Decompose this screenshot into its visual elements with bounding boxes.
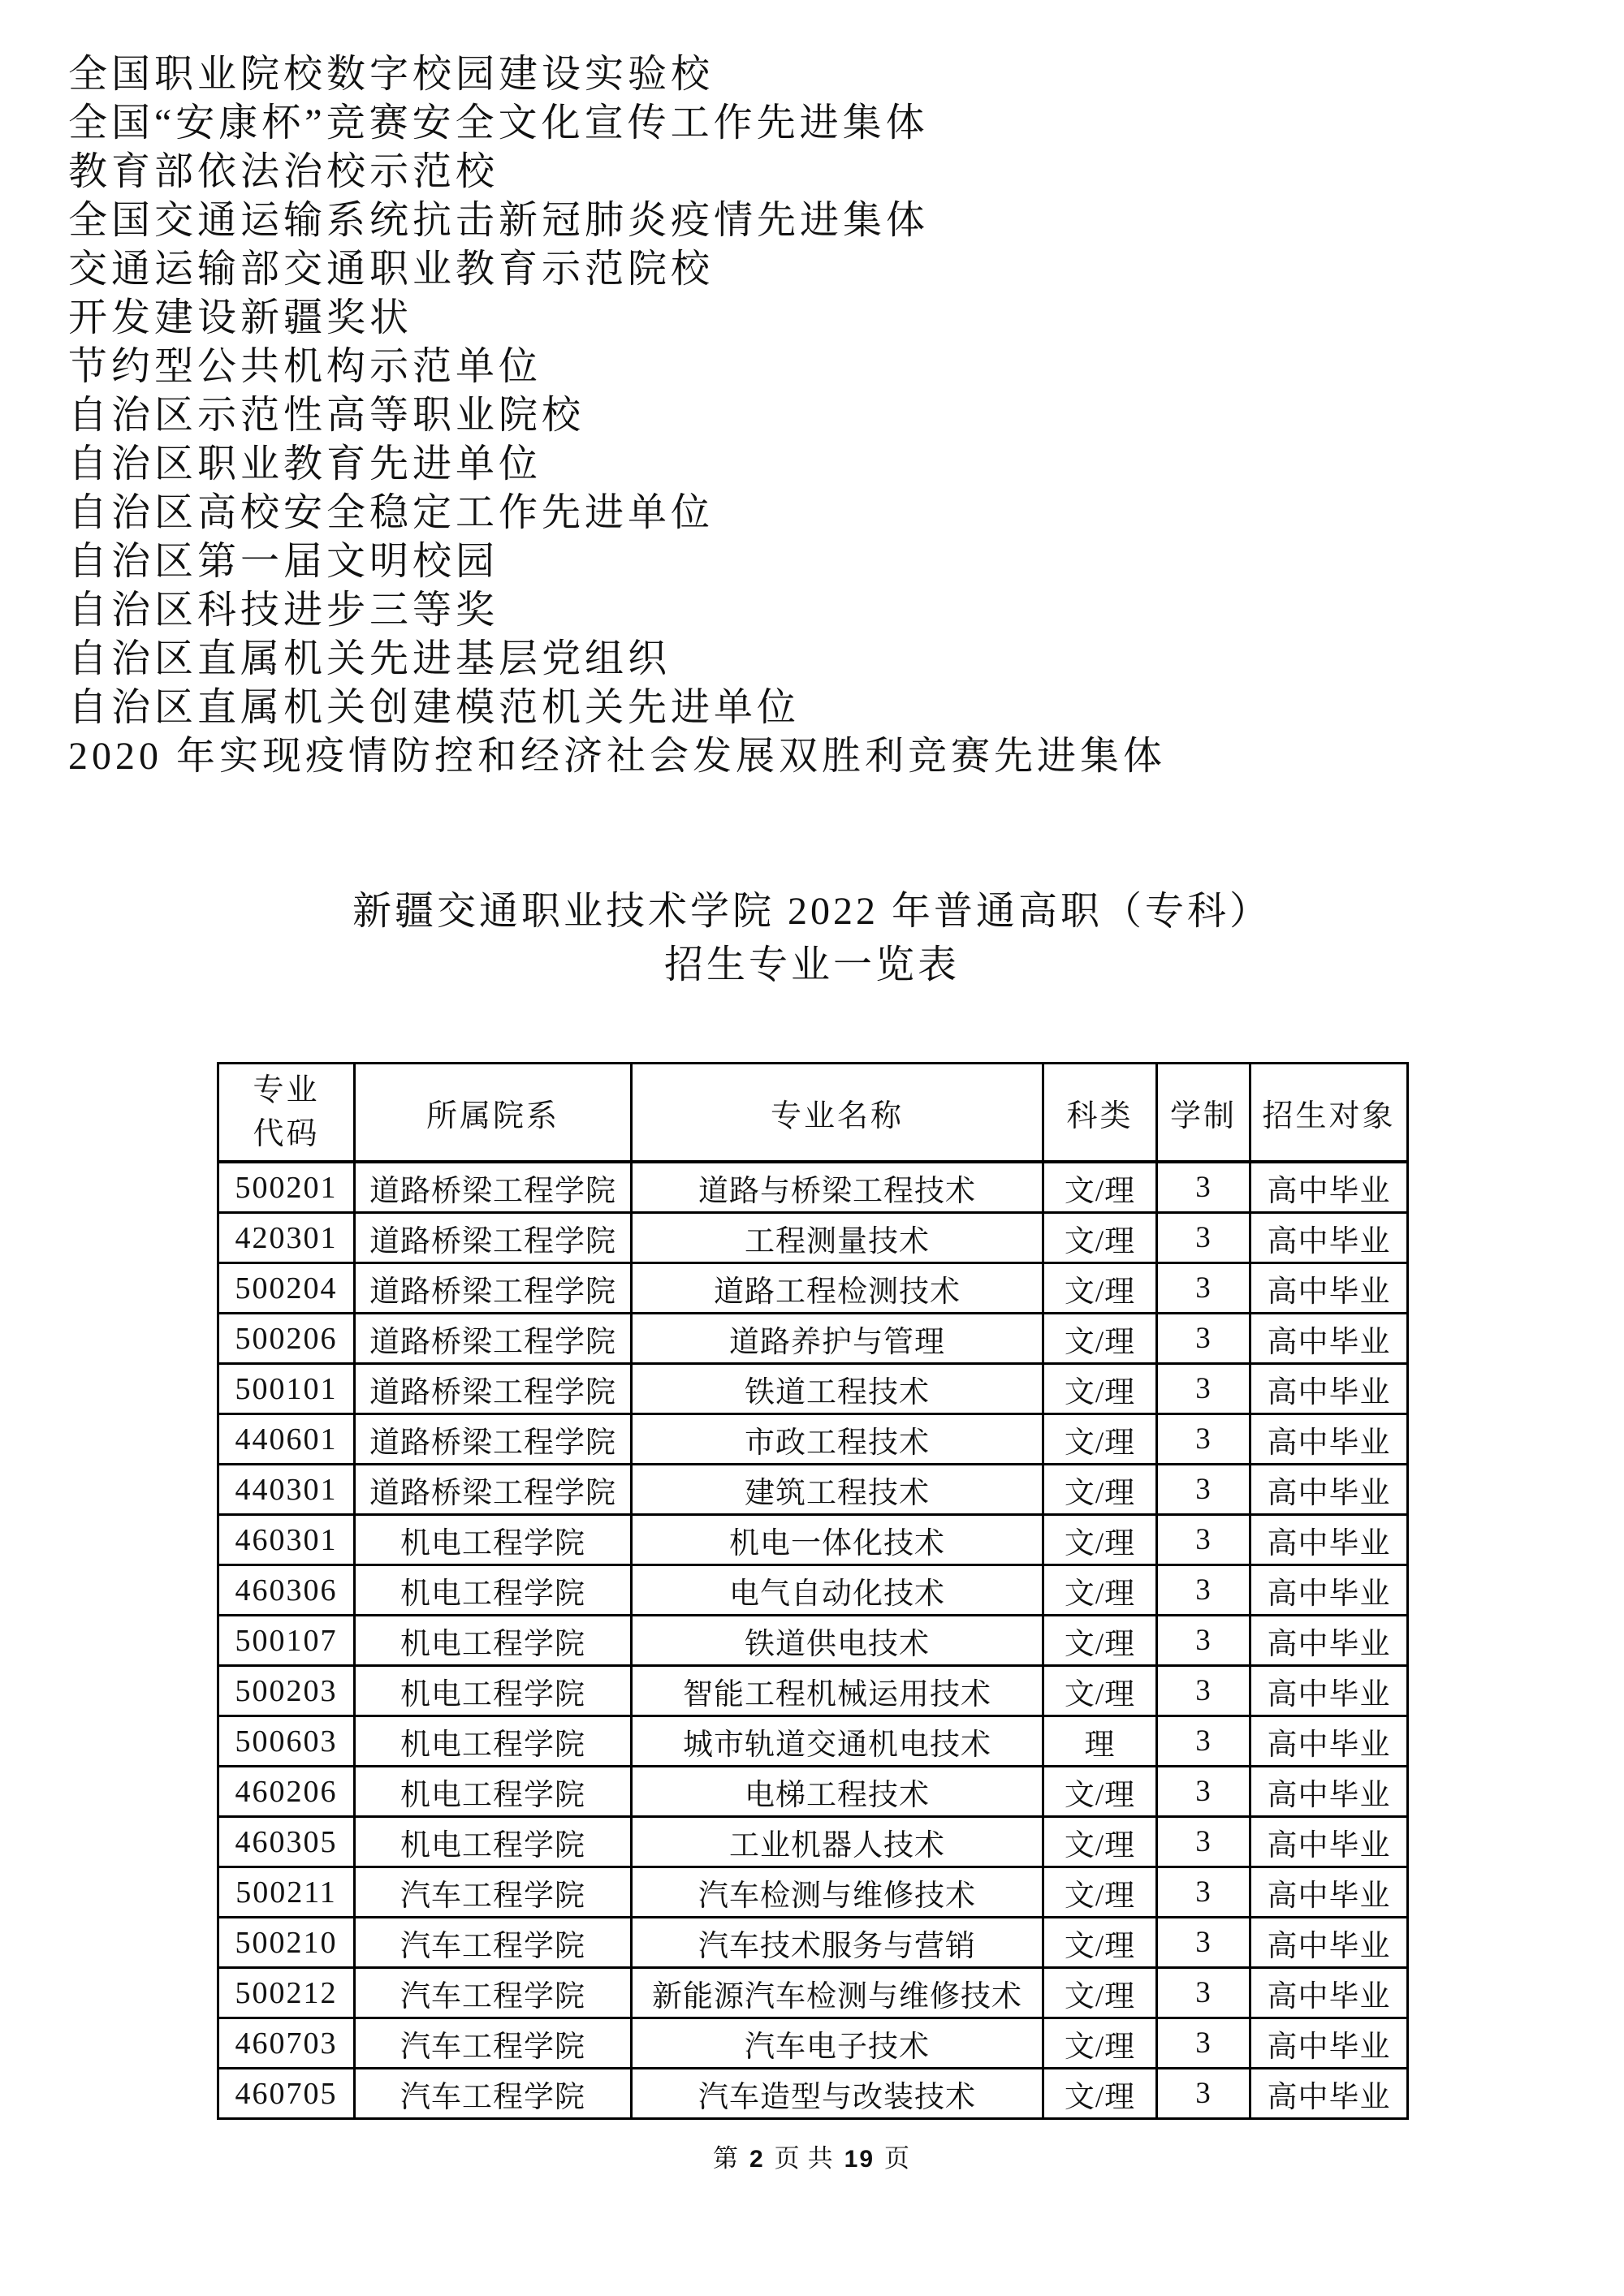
cell-target: 高中毕业	[1250, 1213, 1408, 1263]
page-title-line2: 招生专业一览表	[663, 943, 960, 986]
cell-duration: 3	[1157, 1465, 1250, 1515]
cell-department: 汽车工程学院	[355, 1968, 632, 2018]
table-row	[218, 1314, 1408, 1364]
honor-line: 开发建设新疆奖状	[68, 296, 413, 339]
cell-major: 汽车检测与维修技术	[632, 1867, 1043, 1918]
table-row	[218, 1968, 1408, 2018]
honor-line: 全国“安康杯”竞赛安全文化宣传工作先进集体	[68, 101, 929, 145]
honor-line: 自治区高校安全稳定工作先进单位	[68, 491, 715, 534]
cell-category: 文/理	[1043, 1968, 1157, 2018]
header-department: 所属院系	[355, 1064, 632, 1163]
cell-target: 高中毕业	[1250, 1515, 1408, 1565]
honor-line: 自治区第一届文明校园	[68, 540, 499, 583]
honor-line: 自治区职业教育先进单位	[68, 442, 542, 486]
table-row	[218, 1364, 1408, 1414]
cell-code: 460705	[218, 2069, 355, 2119]
cell-code: 500206	[218, 1314, 355, 1364]
cell-major: 道路工程检测技术	[632, 1263, 1043, 1314]
honor-line: 自治区示范性高等职业院校	[68, 394, 585, 437]
cell-duration: 3	[1157, 1767, 1250, 1817]
cell-category: 文/理	[1043, 1616, 1157, 1666]
cell-major: 道路与桥梁工程技术	[632, 1162, 1043, 1213]
table-row	[218, 1867, 1408, 1918]
cell-major: 铁道工程技术	[632, 1364, 1043, 1414]
honor-line: 自治区直属机关创建模范机关先进单位	[68, 686, 801, 729]
cell-category: 文/理	[1043, 1213, 1157, 1263]
cell-category: 文/理	[1043, 1767, 1157, 1817]
table-row	[218, 1162, 1408, 1213]
cell-department: 道路桥梁工程学院	[355, 1364, 632, 1414]
cell-code: 500101	[218, 1364, 355, 1414]
table-header-row	[218, 1064, 1408, 1163]
cell-department: 汽车工程学院	[355, 1867, 632, 1918]
cell-duration: 3	[1157, 1364, 1250, 1414]
table-row	[218, 1666, 1408, 1716]
cell-major: 汽车造型与改装技术	[632, 2069, 1043, 2119]
cell-department: 道路桥梁工程学院	[355, 1162, 632, 1213]
honor-line: 全国职业院校数字校园建设实验校	[68, 53, 715, 96]
cell-department: 机电工程学院	[355, 1565, 632, 1616]
cell-duration: 3	[1157, 1616, 1250, 1666]
table-row	[218, 2069, 1408, 2119]
cell-duration: 3	[1157, 1414, 1250, 1465]
cell-duration: 3	[1157, 1716, 1250, 1767]
cell-category: 文/理	[1043, 1515, 1157, 1565]
cell-department: 机电工程学院	[355, 1817, 632, 1867]
cell-code: 500210	[218, 1918, 355, 1968]
honors-list	[68, 50, 1166, 781]
cell-category: 文/理	[1043, 1565, 1157, 1616]
cell-department: 道路桥梁工程学院	[355, 1314, 632, 1364]
table-header	[218, 1064, 1408, 1163]
footer-mid1: 页	[774, 2144, 801, 2173]
cell-code: 460301	[218, 1515, 355, 1565]
table-row	[218, 1716, 1408, 1767]
cell-major: 智能工程机械运用技术	[632, 1666, 1043, 1716]
table-row	[218, 1918, 1408, 1968]
cell-target: 高中毕业	[1250, 1414, 1408, 1465]
header-major: 专业名称	[632, 1064, 1043, 1163]
cell-duration: 3	[1157, 1314, 1250, 1364]
header-code-line2: 代码	[253, 1117, 320, 1151]
cell-duration: 3	[1157, 1565, 1250, 1616]
cell-code: 500107	[218, 1616, 355, 1666]
majors-table	[217, 1062, 1409, 2120]
table-row	[218, 1213, 1408, 1263]
cell-target: 高中毕业	[1250, 2018, 1408, 2069]
cell-major: 汽车技术服务与营销	[632, 1918, 1043, 1968]
cell-code: 440601	[218, 1414, 355, 1465]
table-row	[218, 1817, 1408, 1867]
honor-line: 教育部依法治校示范校	[68, 150, 499, 193]
cell-target: 高中毕业	[1250, 1817, 1408, 1867]
cell-target: 高中毕业	[1250, 1364, 1408, 1414]
honor-line: 自治区科技进步三等奖	[68, 589, 499, 632]
cell-code: 500211	[218, 1867, 355, 1918]
header-duration: 学制	[1157, 1064, 1250, 1163]
cell-target: 高中毕业	[1250, 1465, 1408, 1515]
cell-category: 文/理	[1043, 1364, 1157, 1414]
cell-duration: 3	[1157, 1817, 1250, 1867]
cell-major: 工业机器人技术	[632, 1817, 1043, 1867]
header-code	[218, 1064, 355, 1163]
cell-department: 机电工程学院	[355, 1767, 632, 1817]
cell-target: 高中毕业	[1250, 1968, 1408, 2018]
table-row	[218, 2018, 1408, 2069]
cell-target: 高中毕业	[1250, 1263, 1408, 1314]
cell-major: 道路养护与管理	[632, 1314, 1043, 1364]
cell-category: 文/理	[1043, 1414, 1157, 1465]
cell-category: 文/理	[1043, 2018, 1157, 2069]
cell-duration: 3	[1157, 1515, 1250, 1565]
cell-target: 高中毕业	[1250, 1565, 1408, 1616]
footer-page-total: 19	[844, 2146, 875, 2173]
page-title-line1: 新疆交通职业技术学院 2022 年普通高职（专科）	[352, 890, 1272, 933]
honor-line: 交通运输部交通职业教育示范院校	[68, 248, 715, 291]
footer-page-number: 2	[749, 2146, 765, 2173]
cell-target: 高中毕业	[1250, 1716, 1408, 1767]
cell-category: 文/理	[1043, 1817, 1157, 1867]
cell-category: 文/理	[1043, 1918, 1157, 1968]
cell-category: 文/理	[1043, 1263, 1157, 1314]
table-body	[218, 1162, 1408, 2119]
cell-major: 建筑工程技术	[632, 1465, 1043, 1515]
cell-major: 新能源汽车检测与维修技术	[632, 1968, 1043, 2018]
honor-line: 2020 年实现疫情防控和经济社会发展双胜利竞赛先进集体	[68, 735, 1167, 778]
cell-code: 500603	[218, 1716, 355, 1767]
page-title	[0, 885, 1624, 992]
cell-duration: 3	[1157, 1867, 1250, 1918]
cell-duration: 3	[1157, 1666, 1250, 1716]
cell-duration: 3	[1157, 1263, 1250, 1314]
cell-category: 文/理	[1043, 1666, 1157, 1716]
table-row	[218, 1616, 1408, 1666]
table-row	[218, 1414, 1408, 1465]
cell-category: 文/理	[1043, 1162, 1157, 1213]
cell-category: 文/理	[1043, 2069, 1157, 2119]
table-row	[218, 1767, 1408, 1817]
table-row	[218, 1515, 1408, 1565]
cell-target: 高中毕业	[1250, 1314, 1408, 1364]
cell-major: 城市轨道交通机电技术	[632, 1716, 1043, 1767]
cell-target: 高中毕业	[1250, 1162, 1408, 1213]
cell-code: 500201	[218, 1162, 355, 1213]
header-category: 科类	[1043, 1064, 1157, 1163]
cell-code: 460703	[218, 2018, 355, 2069]
cell-code: 500203	[218, 1666, 355, 1716]
cell-major: 工程测量技术	[632, 1213, 1043, 1263]
cell-duration: 3	[1157, 1213, 1250, 1263]
cell-target: 高中毕业	[1250, 1767, 1408, 1817]
cell-target: 高中毕业	[1250, 1666, 1408, 1716]
cell-category: 文/理	[1043, 1314, 1157, 1364]
page-footer	[0, 2138, 1624, 2174]
cell-major: 电梯工程技术	[632, 1767, 1043, 1817]
cell-duration: 3	[1157, 2018, 1250, 2069]
cell-code: 500212	[218, 1968, 355, 2018]
footer-prefix: 第	[712, 2144, 740, 2173]
honor-line: 节约型公共机构示范单位	[68, 345, 542, 388]
cell-department: 汽车工程学院	[355, 2069, 632, 2119]
cell-code: 500204	[218, 1263, 355, 1314]
cell-code: 460206	[218, 1767, 355, 1817]
cell-department: 道路桥梁工程学院	[355, 1263, 632, 1314]
cell-target: 高中毕业	[1250, 1918, 1408, 1968]
cell-major: 机电一体化技术	[632, 1515, 1043, 1565]
footer-suffix: 页	[884, 2144, 912, 2173]
cell-department: 道路桥梁工程学院	[355, 1414, 632, 1465]
cell-major: 电气自动化技术	[632, 1565, 1043, 1616]
cell-category: 文/理	[1043, 1465, 1157, 1515]
footer-mid2: 共	[807, 2144, 835, 2173]
cell-duration: 3	[1157, 2069, 1250, 2119]
header-code-line1: 专业	[253, 1073, 320, 1107]
header-target: 招生对象	[1250, 1064, 1408, 1163]
cell-duration: 3	[1157, 1162, 1250, 1213]
cell-major: 市政工程技术	[632, 1414, 1043, 1465]
cell-department: 机电工程学院	[355, 1716, 632, 1767]
cell-code: 420301	[218, 1213, 355, 1263]
cell-code: 440301	[218, 1465, 355, 1515]
cell-major: 铁道供电技术	[632, 1616, 1043, 1666]
table-row	[218, 1465, 1408, 1515]
table-row	[218, 1565, 1408, 1616]
cell-department: 汽车工程学院	[355, 1918, 632, 1968]
honor-line: 全国交通运输系统抗击新冠肺炎疫情先进集体	[68, 199, 930, 242]
cell-code: 460306	[218, 1565, 355, 1616]
cell-target: 高中毕业	[1250, 1616, 1408, 1666]
cell-code: 460305	[218, 1817, 355, 1867]
cell-major: 汽车电子技术	[632, 2018, 1043, 2069]
cell-duration: 3	[1157, 1968, 1250, 2018]
cell-department: 汽车工程学院	[355, 2018, 632, 2069]
cell-category: 理	[1043, 1716, 1157, 1767]
cell-category: 文/理	[1043, 1867, 1157, 1918]
table-row	[218, 1263, 1408, 1314]
cell-department: 道路桥梁工程学院	[355, 1213, 632, 1263]
cell-department: 道路桥梁工程学院	[355, 1465, 632, 1515]
honor-line: 自治区直属机关先进基层党组织	[68, 637, 672, 680]
cell-department: 机电工程学院	[355, 1515, 632, 1565]
cell-duration: 3	[1157, 1918, 1250, 1968]
cell-department: 机电工程学院	[355, 1616, 632, 1666]
cell-target: 高中毕业	[1250, 2069, 1408, 2119]
cell-department: 机电工程学院	[355, 1666, 632, 1716]
cell-target: 高中毕业	[1250, 1867, 1408, 1918]
